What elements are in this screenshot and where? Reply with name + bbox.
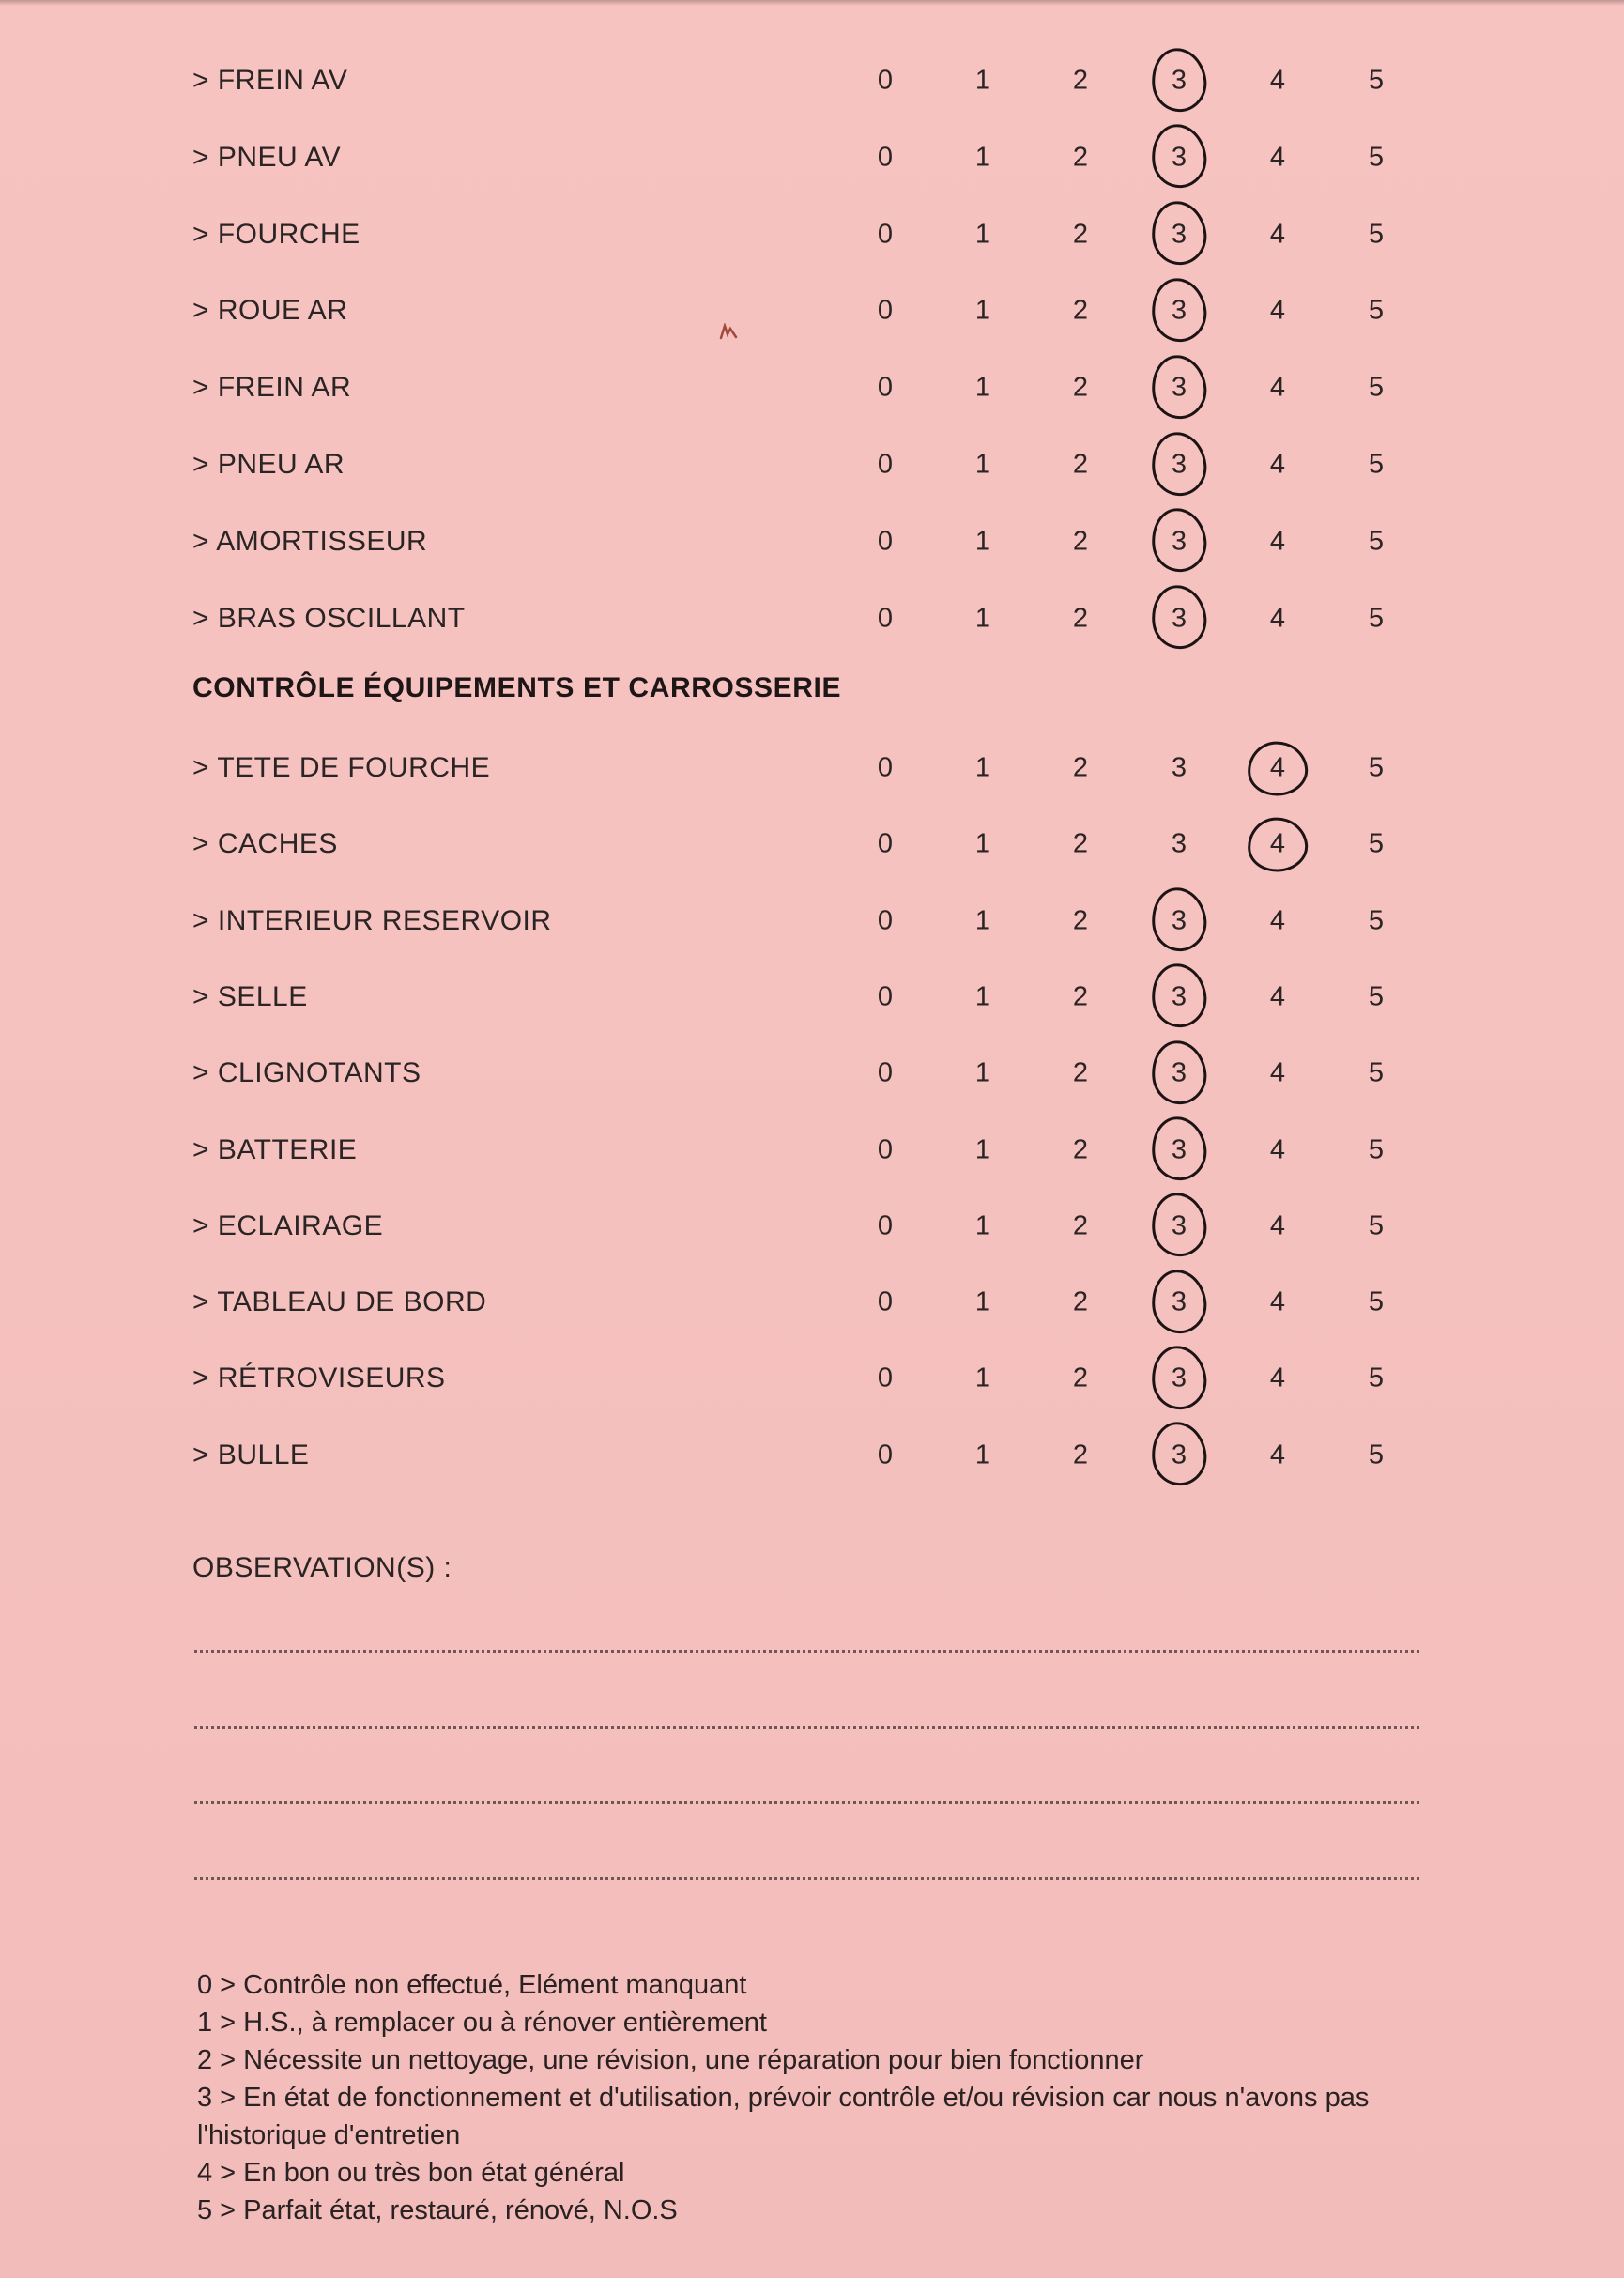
rating-option-5[interactable]	[1350, 296, 1402, 327]
checklist-row	[0, 207, 1624, 263]
rating-option-3[interactable]	[1153, 603, 1205, 634]
rating-option-4[interactable]	[1251, 905, 1304, 936]
rating-value: 5	[1368, 142, 1385, 173]
rating-value: 4	[1269, 1362, 1286, 1393]
rating-option-2[interactable]	[1054, 1439, 1107, 1470]
rating-value: 3	[1171, 65, 1187, 96]
rating-value: 1	[974, 526, 991, 557]
rating-value: 3	[1171, 828, 1187, 859]
section-title-equipment: CONTRÔLE ÉQUIPEMENTS ET CARROSSERIE	[192, 672, 842, 703]
checklist-row	[0, 740, 1624, 796]
rating-option-3[interactable]	[1153, 981, 1205, 1012]
item-label: > PNEU AR	[192, 449, 345, 480]
rating-option-5[interactable]	[1350, 1439, 1402, 1470]
rating-value: 1	[974, 1057, 991, 1088]
rating-value: 2	[1072, 1057, 1089, 1088]
rating-value: 2	[1072, 905, 1089, 936]
rating-value: 3	[1171, 1439, 1187, 1470]
rating-value: 5	[1368, 603, 1385, 634]
rating-option-4[interactable]	[1251, 1287, 1304, 1318]
rating-option-4[interactable]	[1251, 142, 1304, 173]
checklist-row	[0, 283, 1624, 339]
rating-value: 1	[974, 981, 991, 1012]
rating-value: 4	[1269, 142, 1286, 173]
rating-value: 4	[1269, 981, 1286, 1012]
rating-option-4[interactable]	[1251, 981, 1304, 1012]
observation-line-3[interactable]	[194, 1801, 1419, 1804]
rating-value: 3	[1171, 526, 1187, 557]
rating-option-2[interactable]	[1054, 753, 1107, 784]
rating-value: 4	[1269, 1210, 1286, 1241]
rating-option-3[interactable]	[1153, 373, 1205, 404]
rating-option-5[interactable]	[1350, 905, 1402, 936]
rating-option-3[interactable]	[1153, 450, 1205, 481]
rating-value: 5	[1368, 1286, 1385, 1317]
item-label: > FREIN AV	[192, 65, 348, 96]
rating-value: 3	[1171, 981, 1187, 1012]
rating-option-3[interactable]	[1153, 753, 1205, 784]
rating-option-1[interactable]	[957, 1210, 1009, 1241]
rating-option-0[interactable]	[859, 296, 912, 327]
rating-option-5[interactable]	[1350, 373, 1402, 404]
observation-line-4[interactable]	[194, 1877, 1419, 1880]
rating-option-1[interactable]	[957, 219, 1009, 250]
rating-option-3[interactable]	[1153, 296, 1205, 327]
rating-option-1[interactable]	[957, 373, 1009, 404]
rating-value: 1	[974, 603, 991, 634]
rating-option-0[interactable]	[859, 1058, 912, 1089]
observations-label: OBSERVATION(S) :	[192, 1552, 452, 1583]
rating-option-3[interactable]	[1153, 526, 1205, 557]
rating-value: 2	[1072, 1362, 1089, 1393]
rating-option-0[interactable]	[859, 753, 912, 784]
rating-option-1[interactable]	[957, 526, 1009, 557]
rating-value: 3	[1171, 372, 1187, 403]
rating-value: 2	[1072, 372, 1089, 403]
rating-option-0[interactable]	[859, 603, 912, 634]
rating-value: 5	[1368, 1362, 1385, 1393]
rating-value: 0	[877, 295, 894, 326]
rating-option-2[interactable]	[1054, 1210, 1107, 1241]
rating-option-0[interactable]	[859, 1210, 912, 1241]
rating-option-5[interactable]	[1350, 219, 1402, 250]
rating-option-2[interactable]	[1054, 219, 1107, 250]
rating-value: 1	[974, 219, 991, 250]
rating-option-3[interactable]	[1153, 1287, 1205, 1318]
rating-option-4[interactable]	[1251, 66, 1304, 97]
rating-value: 0	[877, 828, 894, 859]
rating-value: 0	[877, 603, 894, 634]
rating-value: 0	[877, 752, 894, 783]
rating-value: 3	[1171, 142, 1187, 173]
rating-option-0[interactable]	[859, 219, 912, 250]
rating-value: 5	[1368, 1210, 1385, 1241]
rating-option-1[interactable]	[957, 603, 1009, 634]
rating-value: 0	[877, 1210, 894, 1241]
rating-value: 2	[1072, 449, 1089, 480]
rating-value: 1	[974, 1362, 991, 1393]
checklist-row	[0, 1122, 1624, 1178]
rating-option-1[interactable]	[957, 296, 1009, 327]
rating-option-2[interactable]	[1054, 1363, 1107, 1394]
rating-value: 4	[1269, 603, 1286, 634]
rating-value: 5	[1368, 1439, 1385, 1470]
rating-value: 1	[974, 1210, 991, 1241]
rating-value: 0	[877, 1134, 894, 1164]
rating-option-3[interactable]	[1153, 1134, 1205, 1165]
rating-option-0[interactable]	[859, 1287, 912, 1318]
rating-option-0[interactable]	[859, 905, 912, 936]
rating-option-1[interactable]	[957, 829, 1009, 860]
rating-option-0[interactable]	[859, 450, 912, 481]
rating-option-5[interactable]	[1350, 753, 1402, 784]
legend-item-2: 2 > Nécessite un nettoyage, une révision, une réparation pour bien fonctionner	[197, 2045, 1144, 2075]
rating-option-1[interactable]	[957, 1134, 1009, 1165]
rating-value: 1	[974, 1439, 991, 1470]
rating-option-0[interactable]	[859, 1134, 912, 1165]
rating-value: 5	[1368, 1134, 1385, 1164]
rating-option-4[interactable]	[1251, 450, 1304, 481]
rating-option-5[interactable]	[1350, 450, 1402, 481]
checklist-row	[0, 591, 1624, 647]
rating-value: 2	[1072, 603, 1089, 634]
rating-option-2[interactable]	[1054, 981, 1107, 1012]
rating-value: 2	[1072, 1134, 1089, 1164]
rating-value: 4	[1269, 1057, 1286, 1088]
checklist-row	[0, 53, 1624, 109]
rating-value: 2	[1072, 828, 1089, 859]
rating-option-5[interactable]	[1350, 142, 1402, 173]
rating-option-4[interactable]	[1251, 373, 1304, 404]
rating-option-2[interactable]	[1054, 1134, 1107, 1165]
item-label: > FOURCHE	[192, 218, 360, 250]
observation-line-2[interactable]	[194, 1726, 1419, 1729]
rating-option-4[interactable]	[1251, 1210, 1304, 1241]
rating-value: 0	[877, 372, 894, 403]
rating-value: 0	[877, 449, 894, 480]
rating-option-0[interactable]	[859, 829, 912, 860]
rating-value: 2	[1072, 1286, 1089, 1317]
item-label: > ROUE AR	[192, 295, 348, 327]
paper-top-shadow	[0, 0, 1624, 6]
rating-option-4[interactable]	[1251, 219, 1304, 250]
rating-value: 2	[1072, 142, 1089, 173]
rating-option-2[interactable]	[1054, 142, 1107, 173]
item-label: > BRAS OSCILLANT	[192, 602, 466, 634]
checklist-row	[0, 969, 1624, 1025]
rating-option-5[interactable]	[1350, 603, 1402, 634]
rating-option-4[interactable]	[1251, 1134, 1304, 1165]
rating-value: 4	[1269, 219, 1286, 250]
rating-value: 2	[1072, 752, 1089, 783]
rating-value: 5	[1368, 981, 1385, 1012]
rating-value: 3	[1171, 1134, 1187, 1164]
rating-value: 4	[1269, 1134, 1286, 1164]
rating-value: 4	[1269, 526, 1286, 557]
rating-option-2[interactable]	[1054, 829, 1107, 860]
rating-value: 4	[1269, 905, 1286, 936]
rating-value: 0	[877, 526, 894, 557]
item-label: > TETE DE FOURCHE	[192, 752, 491, 783]
legend-item-5: 5 > Parfait état, restauré, rénové, N.O.S	[197, 2195, 678, 2225]
rating-option-0[interactable]	[859, 373, 912, 404]
rating-value: 0	[877, 219, 894, 250]
legend-item-4: 4 > En bon ou très bon état général	[197, 2158, 625, 2188]
rating-option-3[interactable]	[1153, 1058, 1205, 1089]
rating-legend	[197, 1966, 1455, 2229]
rating-option-4[interactable]	[1251, 1058, 1304, 1089]
item-label: > CLIGNOTANTS	[192, 1057, 421, 1089]
rating-option-1[interactable]	[957, 753, 1009, 784]
rating-option-2[interactable]	[1054, 66, 1107, 97]
rating-option-5[interactable]	[1350, 66, 1402, 97]
checklist-row	[0, 1045, 1624, 1101]
rating-value: 3	[1171, 1057, 1187, 1088]
item-label: > PNEU AV	[192, 141, 342, 173]
item-label: > AMORTISSEUR	[192, 525, 428, 557]
rating-option-5[interactable]	[1350, 829, 1402, 860]
rating-option-3[interactable]	[1153, 66, 1205, 97]
item-label: > SELLE	[192, 980, 308, 1012]
rating-value: 5	[1368, 449, 1385, 480]
rating-value: 1	[974, 1134, 991, 1164]
checklist-row	[0, 1350, 1624, 1407]
legend-item-3: 3 > En état de fonctionnement et d'utilisation, prévoir contrôle et/ou révision car nous n'avons pas l'historique d'entretien	[197, 2083, 1370, 2150]
rating-option-1[interactable]	[957, 450, 1009, 481]
rating-value: 3	[1171, 219, 1187, 250]
checklist-row	[0, 130, 1624, 186]
rating-value: 2	[1072, 1210, 1089, 1241]
rating-option-2[interactable]	[1054, 450, 1107, 481]
rating-value: 1	[974, 752, 991, 783]
rating-value: 5	[1368, 905, 1385, 936]
rating-value: 3	[1171, 295, 1187, 326]
rating-value: 2	[1072, 295, 1089, 326]
item-label: > BULLE	[192, 1439, 310, 1470]
rating-value: 3	[1171, 1210, 1187, 1241]
rating-value: 0	[877, 1362, 894, 1393]
rating-value: 5	[1368, 526, 1385, 557]
rating-option-5[interactable]	[1350, 981, 1402, 1012]
rating-option-2[interactable]	[1054, 603, 1107, 634]
rating-option-2[interactable]	[1054, 905, 1107, 936]
rating-option-4[interactable]	[1251, 1363, 1304, 1394]
rating-value: 2	[1072, 526, 1089, 557]
rating-value: 3	[1171, 905, 1187, 936]
rating-value: 5	[1368, 295, 1385, 326]
item-label: > RÉTROVISEURS	[192, 1362, 446, 1394]
checklist-row	[0, 1427, 1624, 1484]
item-label: > BATTERIE	[192, 1133, 358, 1165]
rating-value: 4	[1269, 828, 1286, 859]
rating-option-1[interactable]	[957, 981, 1009, 1012]
rating-option-4[interactable]	[1251, 829, 1304, 860]
rating-option-2[interactable]	[1054, 296, 1107, 327]
rating-value: 3	[1171, 603, 1187, 634]
rating-value: 1	[974, 1286, 991, 1317]
rating-value: 2	[1072, 219, 1089, 250]
rating-option-5[interactable]	[1350, 1134, 1402, 1165]
rating-option-0[interactable]	[859, 66, 912, 97]
item-label: > INTERIEUR RESERVOIR	[192, 904, 552, 936]
rating-value: 3	[1171, 1362, 1187, 1393]
rating-option-5[interactable]	[1350, 1058, 1402, 1089]
rating-option-4[interactable]	[1251, 296, 1304, 327]
rating-option-0[interactable]	[859, 981, 912, 1012]
rating-value: 4	[1269, 65, 1286, 96]
rating-value: 1	[974, 905, 991, 936]
rating-value: 2	[1072, 981, 1089, 1012]
rating-value: 0	[877, 1286, 894, 1317]
rating-value: 3	[1171, 449, 1187, 480]
rating-option-5[interactable]	[1350, 526, 1402, 557]
rating-option-4[interactable]	[1251, 526, 1304, 557]
checklist-row	[0, 514, 1624, 570]
rating-value: 4	[1269, 1439, 1286, 1470]
rating-option-3[interactable]	[1153, 1210, 1205, 1241]
rating-value: 0	[877, 1439, 894, 1470]
rating-option-4[interactable]	[1251, 603, 1304, 634]
rating-option-3[interactable]	[1153, 1363, 1205, 1394]
rating-value: 5	[1368, 372, 1385, 403]
rating-option-5[interactable]	[1350, 1210, 1402, 1241]
rating-value: 4	[1269, 752, 1286, 783]
item-label: > ECLAIRAGE	[192, 1209, 384, 1241]
rating-option-1[interactable]	[957, 1287, 1009, 1318]
rating-value: 1	[974, 372, 991, 403]
rating-option-2[interactable]	[1054, 526, 1107, 557]
checklist-row	[0, 360, 1624, 416]
rating-option-1[interactable]	[957, 1439, 1009, 1470]
item-label: > TABLEAU DE BORD	[192, 1286, 487, 1318]
rating-option-1[interactable]	[957, 142, 1009, 173]
rating-value: 0	[877, 142, 894, 173]
rating-value: 5	[1368, 1057, 1385, 1088]
rating-option-2[interactable]	[1054, 373, 1107, 404]
checklist-row	[0, 893, 1624, 949]
rating-value: 5	[1368, 219, 1385, 250]
observation-line-1[interactable]	[194, 1650, 1419, 1653]
rating-option-3[interactable]	[1153, 829, 1205, 860]
rating-value: 3	[1171, 752, 1187, 783]
rating-value: 0	[877, 981, 894, 1012]
checklist-row	[0, 816, 1624, 872]
rating-value: 4	[1269, 449, 1286, 480]
rating-option-3[interactable]	[1153, 219, 1205, 250]
rating-value: 1	[974, 828, 991, 859]
item-label: > CACHES	[192, 828, 338, 860]
rating-option-0[interactable]	[859, 142, 912, 173]
legend-item-1: 1 > H.S., à remplacer ou à rénover entièrement	[197, 2008, 767, 2038]
rating-option-2[interactable]	[1054, 1058, 1107, 1089]
rating-value: 0	[877, 905, 894, 936]
rating-value: 3	[1171, 1286, 1187, 1317]
rating-value: 1	[974, 449, 991, 480]
rating-value: 2	[1072, 1439, 1089, 1470]
rating-value: 0	[877, 1057, 894, 1088]
rating-option-0[interactable]	[859, 1439, 912, 1470]
rating-value: 1	[974, 142, 991, 173]
rating-option-1[interactable]	[957, 1058, 1009, 1089]
rating-value: 5	[1368, 752, 1385, 783]
rating-option-1[interactable]	[957, 1363, 1009, 1394]
rating-value: 4	[1269, 1286, 1286, 1317]
rating-option-1[interactable]	[957, 905, 1009, 936]
checklist-row	[0, 1274, 1624, 1331]
rating-option-1[interactable]	[957, 66, 1009, 97]
checklist-row	[0, 1198, 1624, 1254]
rating-option-3[interactable]	[1153, 1439, 1205, 1470]
rating-value: 1	[974, 65, 991, 96]
rating-option-5[interactable]	[1350, 1287, 1402, 1318]
rating-value: 0	[877, 65, 894, 96]
rating-value: 5	[1368, 65, 1385, 96]
legend-item-0: 0 > Contrôle non effectué, Elément manquant	[197, 1970, 747, 2000]
rating-option-5[interactable]	[1350, 1363, 1402, 1394]
rating-option-2[interactable]	[1054, 1287, 1107, 1318]
rating-value: 5	[1368, 828, 1385, 859]
rating-option-3[interactable]	[1153, 142, 1205, 173]
rating-option-0[interactable]	[859, 526, 912, 557]
checklist-row	[0, 437, 1624, 493]
rating-value: 4	[1269, 372, 1286, 403]
rating-value: 1	[974, 295, 991, 326]
rating-value: 4	[1269, 295, 1286, 326]
rating-option-4[interactable]	[1251, 753, 1304, 784]
rating-value: 2	[1072, 65, 1089, 96]
rating-option-4[interactable]	[1251, 1439, 1304, 1470]
rating-option-0[interactable]	[859, 1363, 912, 1394]
item-label: > FREIN AR	[192, 372, 352, 404]
rating-option-3[interactable]	[1153, 905, 1205, 936]
